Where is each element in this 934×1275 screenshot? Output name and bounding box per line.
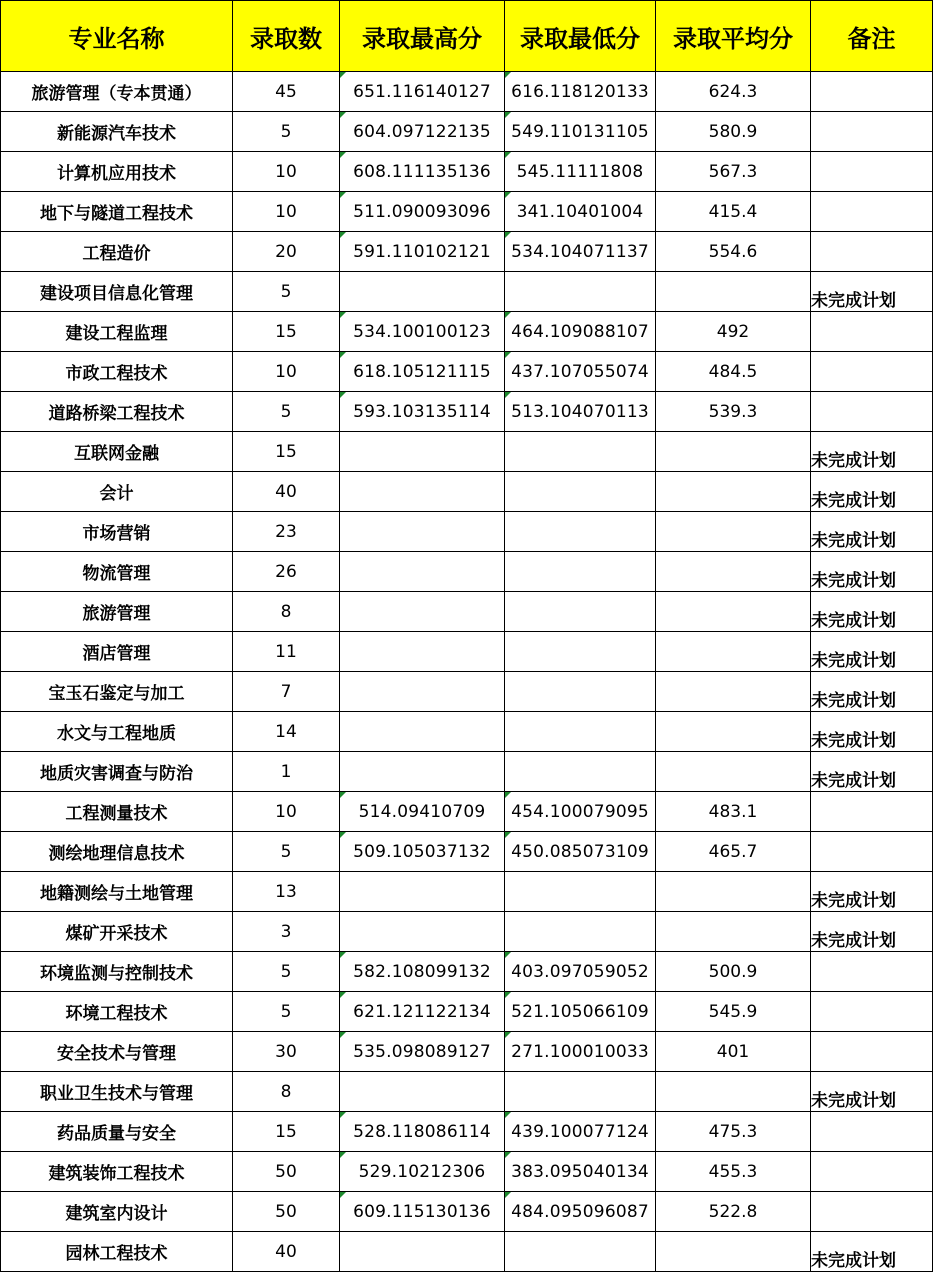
table-row: [1, 1032, 933, 1072]
table-row: [1, 272, 933, 312]
table-row: [1, 872, 933, 912]
avg-score-cell: [656, 552, 811, 592]
admitted-count-cell: 5: [233, 392, 340, 432]
major-name-cell: 建筑装饰工程技术: [1, 1152, 233, 1192]
table-row: [1, 1152, 933, 1192]
remarks-cell: [811, 792, 933, 832]
avg-score-cell: 545.9: [656, 992, 811, 1032]
avg-score-cell: 522.8: [656, 1192, 811, 1232]
avg-score-cell: [656, 672, 811, 712]
avg-score-cell: [656, 872, 811, 912]
avg-score-cell: 539.3: [656, 392, 811, 432]
table-row: [1, 1232, 933, 1272]
min-score-cell: 450.085073109: [505, 832, 656, 872]
max-score-cell: [340, 1072, 505, 1112]
remarks-cell: 未完成计划: [811, 632, 933, 672]
avg-score-cell: 554.6: [656, 232, 811, 272]
admitted-count-cell: 14: [233, 712, 340, 752]
max-score-cell: 535.098089127: [340, 1032, 505, 1072]
admitted-count-cell: 26: [233, 552, 340, 592]
min-score-cell: 521.105066109: [505, 992, 656, 1032]
major-name-cell: 园林工程技术: [1, 1232, 233, 1272]
max-score-cell: 604.097122135: [340, 112, 505, 152]
remarks-cell: [811, 392, 933, 432]
major-name-cell: 工程造价: [1, 232, 233, 272]
max-score-cell: [340, 872, 505, 912]
max-score-cell: 529.10212306: [340, 1152, 505, 1192]
major-name-cell: 环境工程技术: [1, 992, 233, 1032]
table-row: [1, 992, 933, 1032]
max-score-cell: 651.116140127: [340, 72, 505, 112]
table-row: [1, 112, 933, 152]
remarks-cell: 未完成计划: [811, 512, 933, 552]
major-name-cell: 互联网金融: [1, 432, 233, 472]
major-name-cell: 环境监测与控制技术: [1, 952, 233, 992]
avg-score-cell: 483.1: [656, 792, 811, 832]
remarks-cell: [811, 952, 933, 992]
max-score-cell: 511.090093096: [340, 192, 505, 232]
table-row: [1, 472, 933, 512]
admitted-count-cell: 13: [233, 872, 340, 912]
major-name-cell: 地质灾害调查与防治: [1, 752, 233, 792]
table-row: [1, 832, 933, 872]
table-row: [1, 72, 933, 112]
admitted-count-cell: 3: [233, 912, 340, 952]
min-score-cell: [505, 1232, 656, 1272]
admitted-count-cell: 10: [233, 152, 340, 192]
admitted-count-cell: 5: [233, 272, 340, 312]
min-score-cell: [505, 712, 656, 752]
admitted-count-cell: 40: [233, 472, 340, 512]
avg-score-cell: 484.5: [656, 352, 811, 392]
remarks-cell: [811, 1032, 933, 1072]
max-score-cell: 608.111135136: [340, 152, 505, 192]
remarks-cell: [811, 232, 933, 272]
remarks-cell: 未完成计划: [811, 432, 933, 472]
max-score-cell: [340, 632, 505, 672]
major-name-cell: 建设项目信息化管理: [1, 272, 233, 312]
min-score-cell: 439.100077124: [505, 1112, 656, 1152]
max-score-cell: 609.115130136: [340, 1192, 505, 1232]
admitted-count-cell: 20: [233, 232, 340, 272]
major-name-cell: 市政工程技术: [1, 352, 233, 392]
remarks-cell: 未完成计划: [811, 752, 933, 792]
max-score-cell: [340, 552, 505, 592]
header-avg-score: 录取平均分: [656, 1, 811, 72]
max-score-cell: [340, 752, 505, 792]
header-remarks: 备注: [811, 1, 933, 72]
min-score-cell: 383.095040134: [505, 1152, 656, 1192]
min-score-cell: 534.104071137: [505, 232, 656, 272]
min-score-cell: [505, 672, 656, 712]
major-name-cell: 水文与工程地质: [1, 712, 233, 752]
min-score-cell: 454.100079095: [505, 792, 656, 832]
remarks-cell: 未完成计划: [811, 472, 933, 512]
min-score-cell: 403.097059052: [505, 952, 656, 992]
table-row: [1, 632, 933, 672]
min-score-cell: 545.11111808: [505, 152, 656, 192]
major-name-cell: 地籍测绘与土地管理: [1, 872, 233, 912]
max-score-cell: [340, 912, 505, 952]
avg-score-cell: 455.3: [656, 1152, 811, 1192]
avg-score-cell: [656, 472, 811, 512]
min-score-cell: 437.107055074: [505, 352, 656, 392]
min-score-cell: [505, 272, 656, 312]
admitted-count-cell: 10: [233, 792, 340, 832]
min-score-cell: [505, 752, 656, 792]
table-row: [1, 1112, 933, 1152]
admitted-count-cell: 5: [233, 112, 340, 152]
table-row: [1, 312, 933, 352]
avg-score-cell: [656, 272, 811, 312]
max-score-cell: 509.105037132: [340, 832, 505, 872]
max-score-cell: 591.110102121: [340, 232, 505, 272]
avg-score-cell: 624.3: [656, 72, 811, 112]
min-score-cell: 616.118120133: [505, 72, 656, 112]
max-score-cell: 514.09410709: [340, 792, 505, 832]
admitted-count-cell: 50: [233, 1152, 340, 1192]
table-row: [1, 752, 933, 792]
table-row: [1, 352, 933, 392]
remarks-cell: [811, 152, 933, 192]
table-row: [1, 592, 933, 632]
min-score-cell: 549.110131105: [505, 112, 656, 152]
major-name-cell: 药品质量与安全: [1, 1112, 233, 1152]
max-score-cell: [340, 1232, 505, 1272]
admitted-count-cell: 8: [233, 592, 340, 632]
avg-score-cell: 475.3: [656, 1112, 811, 1152]
table-row: [1, 792, 933, 832]
remarks-cell: 未完成计划: [811, 1072, 933, 1112]
major-name-cell: 旅游管理（专本贯通）: [1, 72, 233, 112]
table-row: [1, 912, 933, 952]
remarks-cell: [811, 112, 933, 152]
min-score-cell: 484.095096087: [505, 1192, 656, 1232]
min-score-cell: [505, 512, 656, 552]
admitted-count-cell: 15: [233, 312, 340, 352]
major-name-cell: 物流管理: [1, 552, 233, 592]
table-row: [1, 552, 933, 592]
avg-score-cell: 415.4: [656, 192, 811, 232]
remarks-cell: [811, 312, 933, 352]
admitted-count-cell: 7: [233, 672, 340, 712]
avg-score-cell: 500.9: [656, 952, 811, 992]
admitted-count-cell: 10: [233, 192, 340, 232]
admitted-count-cell: 5: [233, 992, 340, 1032]
admitted-count-cell: 40: [233, 1232, 340, 1272]
table-row: [1, 432, 933, 472]
avg-score-cell: [656, 752, 811, 792]
min-score-cell: 513.104070113: [505, 392, 656, 432]
major-name-cell: 测绘地理信息技术: [1, 832, 233, 872]
max-score-cell: [340, 272, 505, 312]
major-name-cell: 宝玉石鉴定与加工: [1, 672, 233, 712]
remarks-cell: [811, 832, 933, 872]
admitted-count-cell: 15: [233, 1112, 340, 1152]
table-row: [1, 392, 933, 432]
admitted-count-cell: 11: [233, 632, 340, 672]
major-name-cell: 煤矿开采技术: [1, 912, 233, 952]
table-row: [1, 952, 933, 992]
avg-score-cell: [656, 632, 811, 672]
min-score-cell: [505, 872, 656, 912]
remarks-cell: 未完成计划: [811, 1232, 933, 1272]
major-name-cell: 安全技术与管理: [1, 1032, 233, 1072]
major-name-cell: 建筑室内设计: [1, 1192, 233, 1232]
major-name-cell: 地下与隧道工程技术: [1, 192, 233, 232]
max-score-cell: [340, 432, 505, 472]
admitted-count-cell: 45: [233, 72, 340, 112]
max-score-cell: [340, 672, 505, 712]
max-score-cell: 534.100100123: [340, 312, 505, 352]
avg-score-cell: 465.7: [656, 832, 811, 872]
max-score-cell: [340, 472, 505, 512]
avg-score-cell: 401: [656, 1032, 811, 1072]
avg-score-cell: [656, 592, 811, 632]
remarks-cell: 未完成计划: [811, 672, 933, 712]
max-score-cell: [340, 712, 505, 752]
major-name-cell: 酒店管理: [1, 632, 233, 672]
avg-score-cell: 567.3: [656, 152, 811, 192]
min-score-cell: [505, 912, 656, 952]
max-score-cell: [340, 512, 505, 552]
max-score-cell: 582.108099132: [340, 952, 505, 992]
admitted-count-cell: 8: [233, 1072, 340, 1112]
max-score-cell: 593.103135114: [340, 392, 505, 432]
header-row: [1, 1, 933, 72]
table-row: [1, 712, 933, 752]
admitted-count-cell: 30: [233, 1032, 340, 1072]
header-max-score: 录取最高分: [340, 1, 505, 72]
table-row: [1, 232, 933, 272]
table-row: [1, 512, 933, 552]
remarks-cell: 未完成计划: [811, 912, 933, 952]
avg-score-cell: [656, 512, 811, 552]
avg-score-cell: [656, 432, 811, 472]
table-row: [1, 1192, 933, 1232]
admitted-count-cell: 23: [233, 512, 340, 552]
max-score-cell: 621.121122134: [340, 992, 505, 1032]
table-body: [1, 72, 933, 1272]
major-name-cell: 旅游管理: [1, 592, 233, 632]
table-row: [1, 672, 933, 712]
major-name-cell: 工程测量技术: [1, 792, 233, 832]
major-name-cell: 会计: [1, 472, 233, 512]
admitted-count-cell: 5: [233, 832, 340, 872]
major-name-cell: 计算机应用技术: [1, 152, 233, 192]
remarks-cell: 未完成计划: [811, 272, 933, 312]
remarks-cell: [811, 192, 933, 232]
admitted-count-cell: 15: [233, 432, 340, 472]
min-score-cell: 464.109088107: [505, 312, 656, 352]
remarks-cell: 未完成计划: [811, 592, 933, 632]
min-score-cell: [505, 1072, 656, 1112]
avg-score-cell: 492: [656, 312, 811, 352]
min-score-cell: [505, 432, 656, 472]
admitted-count-cell: 5: [233, 952, 340, 992]
admitted-count-cell: 10: [233, 352, 340, 392]
remarks-cell: [811, 992, 933, 1032]
avg-score-cell: [656, 1072, 811, 1112]
major-name-cell: 建设工程监理: [1, 312, 233, 352]
min-score-cell: [505, 472, 656, 512]
min-score-cell: [505, 552, 656, 592]
admitted-count-cell: 50: [233, 1192, 340, 1232]
max-score-cell: 528.118086114: [340, 1112, 505, 1152]
header-major-name: 专业名称: [1, 1, 233, 72]
major-name-cell: 职业卫生技术与管理: [1, 1072, 233, 1112]
table-row: [1, 1072, 933, 1112]
min-score-cell: [505, 592, 656, 632]
remarks-cell: [811, 352, 933, 392]
max-score-cell: 618.105121115: [340, 352, 505, 392]
header-admitted-count: 录取数: [233, 1, 340, 72]
remarks-cell: [811, 1192, 933, 1232]
min-score-cell: [505, 632, 656, 672]
remarks-cell: 未完成计划: [811, 552, 933, 592]
major-name-cell: 新能源汽车技术: [1, 112, 233, 152]
major-name-cell: 市场营销: [1, 512, 233, 552]
remarks-cell: 未完成计划: [811, 712, 933, 752]
major-name-cell: 道路桥梁工程技术: [1, 392, 233, 432]
table-row: [1, 152, 933, 192]
avg-score-cell: [656, 712, 811, 752]
remarks-cell: [811, 72, 933, 112]
remarks-cell: 未完成计划: [811, 872, 933, 912]
remarks-cell: [811, 1112, 933, 1152]
table-row: [1, 192, 933, 232]
avg-score-cell: 580.9: [656, 112, 811, 152]
max-score-cell: [340, 592, 505, 632]
avg-score-cell: [656, 912, 811, 952]
avg-score-cell: [656, 1232, 811, 1272]
admitted-count-cell: 1: [233, 752, 340, 792]
remarks-cell: [811, 1152, 933, 1192]
min-score-cell: 341.10401004: [505, 192, 656, 232]
header-min-score: 录取最低分: [505, 1, 656, 72]
min-score-cell: 271.100010033: [505, 1032, 656, 1072]
